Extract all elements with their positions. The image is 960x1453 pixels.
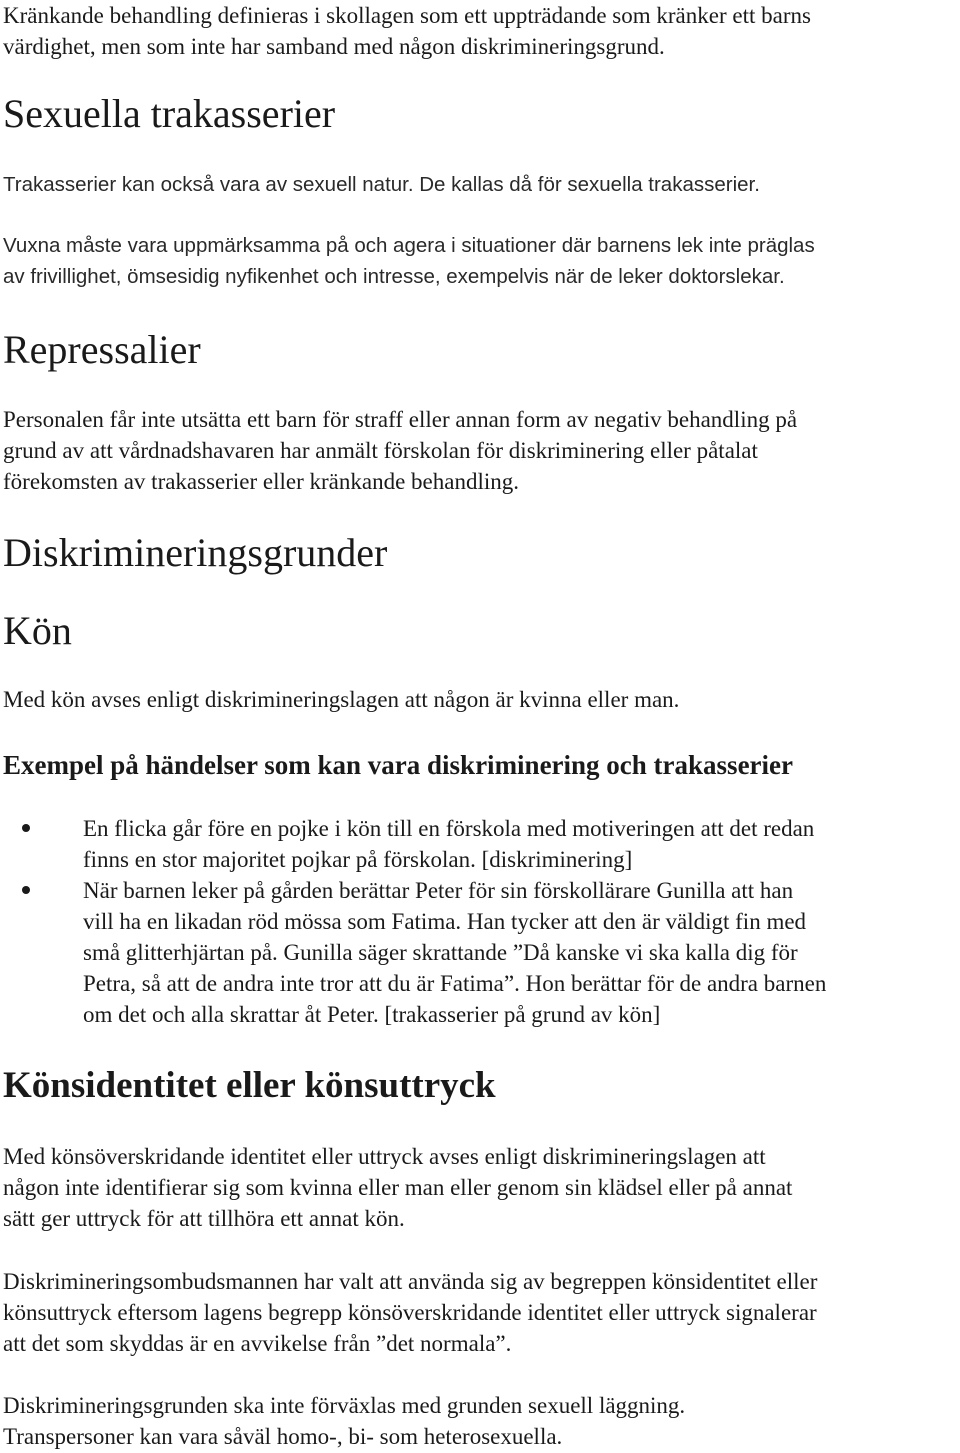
text-line: Vuxna måste vara uppmärksamma på och agera i situationer där barnens lek inte präglas <box>3 234 815 257</box>
text-line: vill ha en likadan röd mössa som Fatima. Han tycker att den är väldigt fin med <box>83 909 807 934</box>
text-line: När barnen leker på gården berättar Peter för sin förskollärare Gunilla att han <box>83 878 794 903</box>
text-line: Kränkande behandling definieras i skollagen som ett uppträdande som kränker ett barns <box>3 3 811 28</box>
text-line: sätt ger uttryck för att tillhöra ett annat kön. <box>3 1206 405 1231</box>
text-line: om det och alla skrattar åt Peter. [trakasserier på grund av kön] <box>83 1002 661 1027</box>
heading-repressalier: Repressalier <box>3 327 201 372</box>
text-line: Diskrimineringsombudsmannen har valt att använda sig av begreppen könsidentitet eller <box>3 1269 818 1294</box>
text-line: att det som skyddas är en avvikelse från ”det normala”. <box>3 1331 512 1356</box>
identitet-paragraph-2 <box>3 1266 817 1359</box>
heading-sexuella-trakasserier: Sexuella trakasserier <box>3 91 336 136</box>
text-line: Med kön avses enligt diskrimineringslagen att någon är kvinna eller man. <box>3 687 680 712</box>
heading-exempel: Exempel på händelser som kan vara diskriminering och trakasserier <box>3 750 794 780</box>
heading-konsidentitet: Könsidentitet eller könsuttryck <box>3 1065 496 1106</box>
text-line: förekomsten av trakasserier eller kränkande behandling. <box>3 469 520 494</box>
text-line: Trakasserier kan också vara av sexuell natur. De kallas då för sexuella trakasserier. <box>3 173 760 196</box>
bullet-icon <box>22 886 30 894</box>
examples-list <box>3 813 826 1030</box>
text-line: finns en stor majoritet pojkar på förskolan. [diskriminering] <box>83 847 633 872</box>
sexuella-paragraph-1 <box>3 169 760 200</box>
identitet-paragraph-3 <box>3 1390 685 1452</box>
list-item <box>3 875 826 1030</box>
text-line: av frivillighet, ömsesidig nyfikenhet och intresse, exempelvis när de leker doktorslekar. <box>3 265 785 288</box>
intro-paragraph <box>3 0 811 62</box>
text-line: Transpersoner kan vara såväl homo-, bi- som heterosexuella. <box>3 1424 563 1449</box>
text-line: någon inte identifierar sig som kvinna eller man eller genom sin klädsel eller på annat <box>3 1175 793 1200</box>
identitet-paragraph-1 <box>3 1141 792 1234</box>
text-line: grund av att vårdnadshavaren har anmält förskolan för diskriminering eller påtalat <box>3 438 758 463</box>
heading-diskrimineringsgrunder: Diskrimineringsgrunder <box>3 530 388 575</box>
text-line: små glitterhjärtan på. Gunilla säger skrattande ”Då kanske vi ska kalla dig för <box>83 940 798 965</box>
text-line: könsuttryck eftersom lagens begrepp könsöverskridande identitet eller uttryck signalerar <box>3 1300 817 1325</box>
text-line: Petra, så att de andra inte tror att du är Fatima”. Hon berättar för de andra barnen <box>83 971 827 996</box>
heading-kon: Kön <box>3 608 72 653</box>
kon-paragraph <box>3 684 679 715</box>
bullet-icon <box>22 824 30 832</box>
text-line: Diskrimineringsgrunden ska inte förväxlas med grunden sexuell läggning. <box>3 1393 686 1418</box>
text-line: En flicka går före en pojke i kön till en förskola med motiveringen att det redan <box>83 816 815 841</box>
text-line: Med könsöverskridande identitet eller uttryck avses enligt diskrimineringslagen att <box>3 1144 766 1169</box>
repressalier-paragraph <box>3 404 797 497</box>
text-line: Personalen får inte utsätta ett barn för straff eller annan form av negativ behandling på <box>3 407 798 432</box>
text-line: värdighet, men som inte har samband med någon diskrimineringsgrund. <box>3 34 665 59</box>
sexuella-paragraph-2 <box>3 230 815 292</box>
list-item <box>3 813 826 875</box>
